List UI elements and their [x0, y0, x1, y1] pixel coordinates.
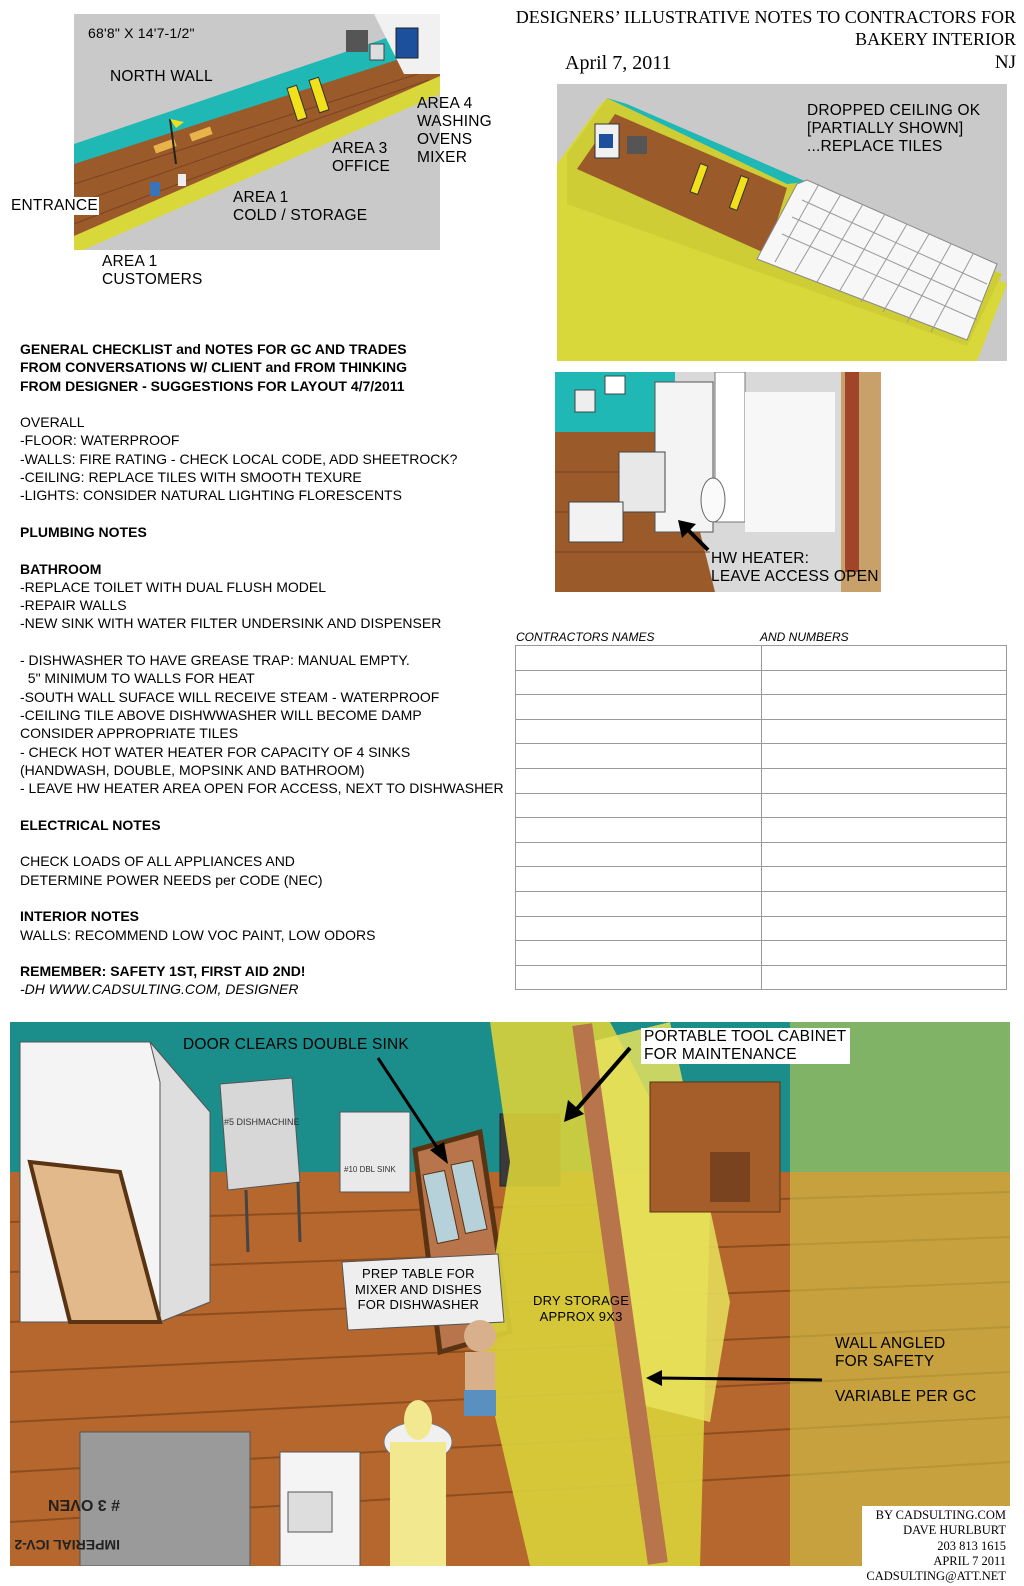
credits-block — [862, 1506, 1010, 1586]
area3-line1: AREA 3 — [332, 140, 388, 157]
title-line-1: DESIGNERS’ ILLUSTRATIVE NOTES TO CONTRACTORS FOR — [515, 7, 1016, 27]
notes-loads-1: CHECK LOADS OF ALL APPLIANCES AND — [20, 853, 295, 870]
contractor-number-cell[interactable] — [761, 768, 1007, 793]
contractor-number-cell[interactable] — [761, 744, 1007, 769]
notes-heading-3: FROM DESIGNER - SUGGESTIONS FOR LAYOUT 4/7/2011 — [20, 377, 405, 394]
general-notes — [20, 340, 504, 999]
notes-heater-2: (HANDWASH, DOUBLE, MOPSINK AND BATHROOM) — [20, 761, 365, 778]
contractor-number-cell[interactable] — [761, 719, 1007, 744]
contractor-name-cell[interactable] — [516, 670, 762, 695]
contractor-name-cell[interactable] — [516, 867, 762, 892]
notes-signature: -DH WWW.CADSULTING.COM, DESIGNER — [20, 981, 299, 998]
area4-line1: AREA 4 — [417, 95, 473, 112]
cabinet-line1: PORTABLE TOOL CABINET — [644, 1028, 847, 1045]
contractor-row — [516, 867, 1007, 892]
document-date: April 7, 2011 — [565, 52, 672, 74]
contractor-number-cell[interactable] — [761, 842, 1007, 867]
label-area1-storage — [233, 189, 367, 225]
contractor-number-cell[interactable] — [761, 916, 1007, 941]
contractor-name-cell[interactable] — [516, 719, 762, 744]
contractor-number-cell[interactable] — [761, 941, 1007, 966]
contractors-table — [515, 645, 1007, 990]
document-state: NJ — [994, 52, 1016, 73]
label-entrance: ENTRANCE — [11, 197, 98, 214]
area3-line2: OFFICE — [332, 158, 391, 175]
dry-line2: APPROX 9X3 — [539, 1308, 623, 1324]
contractor-row — [516, 793, 1007, 818]
prep-line2: MIXER AND DISHES — [355, 1281, 482, 1297]
notes-heading-1: GENERAL CHECKLIST and NOTES FOR GC AND TRADES — [20, 341, 407, 357]
label-area3 — [332, 140, 390, 176]
area1-storage-line2: COLD / STORAGE — [233, 207, 368, 224]
notes-interior: INTERIOR NOTES — [20, 908, 140, 925]
notes-tile-2: CONSIDER APPROPRIATE TILES — [20, 725, 239, 742]
credits-phone: 203 813 1615 — [937, 1538, 1006, 1553]
kitchen-arrows — [0, 1022, 1024, 1566]
label-prep-table — [355, 1266, 482, 1313]
contractor-row — [516, 670, 1007, 695]
label-hw-heater — [711, 550, 879, 586]
label-north-wall: NORTH WALL — [110, 68, 213, 85]
oven-label-1: # 3 OVEN — [47, 1496, 120, 1513]
notes-dish-2: 5" MINIMUM TO WALLS FOR HEAT — [20, 670, 255, 687]
customers-line2: CUSTOMERS — [102, 271, 203, 288]
ceiling-line3: ...REPLACE TILES — [807, 138, 943, 155]
area4-line3: OVENS — [417, 131, 473, 148]
wall-line1: WALL ANGLED — [835, 1335, 946, 1352]
ceiling-line1: DROPPED CEILING OK — [807, 102, 981, 119]
contractors-names-header: CONTRACTORS NAMES — [516, 630, 655, 644]
contractor-row — [516, 891, 1007, 916]
contractor-number-cell[interactable] — [761, 965, 1007, 990]
contractor-number-cell[interactable] — [761, 670, 1007, 695]
credits-company: BY CADSULTING.COM — [875, 1508, 1006, 1522]
contractors-numbers-header: AND NUMBERS — [760, 630, 849, 644]
contractor-name-cell[interactable] — [516, 646, 762, 671]
notes-sink: -NEW SINK WITH WATER FILTER UNDERSINK AND DISPENSER — [20, 615, 442, 632]
wall-line2: FOR SAFETY — [835, 1353, 935, 1370]
notes-heading-2: FROM CONVERSATIONS W/ CLIENT and FROM THINKING — [20, 359, 408, 376]
credits-email: CADSULTING@ATT.NET — [866, 1569, 1006, 1584]
contractor-name-cell[interactable] — [516, 695, 762, 720]
label-dry-storage — [533, 1293, 629, 1324]
notes-dish-1: - DISHWASHER TO HAVE GREASE TRAP: MANUAL EMPTY. — [20, 652, 410, 669]
area4-line4: MIXER — [417, 149, 468, 166]
notes-heater-3: - LEAVE HW HEATER AREA OPEN FOR ACCESS, NEXT TO DISHWASHER — [20, 780, 504, 797]
label-dropped-ceiling — [807, 102, 980, 156]
notes-electrical: ELECTRICAL NOTES — [20, 816, 161, 833]
notes-toilet: -REPLACE TOILET WITH DUAL FLUSH MODEL — [20, 578, 326, 595]
contractor-name-cell[interactable] — [516, 916, 762, 941]
contractor-row — [516, 695, 1007, 720]
label-area1-customers — [102, 253, 203, 289]
contractor-name-cell[interactable] — [516, 768, 762, 793]
contractor-number-cell[interactable] — [761, 695, 1007, 720]
notes-walls: -WALLS: FIRE RATING - CHECK LOCAL CODE, ADD SHEETROCK? — [20, 450, 458, 467]
credits-date: APRIL 7 2011 — [933, 1553, 1006, 1568]
contractor-name-cell[interactable] — [516, 793, 762, 818]
contractor-row — [516, 719, 1007, 744]
contractor-name-cell[interactable] — [516, 818, 762, 843]
cabinet-line2: FOR MAINTENANCE — [644, 1046, 797, 1063]
label-tool-cabinet — [641, 1028, 850, 1064]
contractor-row — [516, 646, 1007, 671]
contractor-number-cell[interactable] — [761, 891, 1007, 916]
cabinet-arrow — [576, 1048, 630, 1110]
notes-ceiling: -CEILING: REPLACE TILES WITH SMOOTH TEXURE — [20, 469, 362, 486]
contractor-row — [516, 768, 1007, 793]
notes-overall: OVERALL — [20, 414, 85, 431]
notes-tile-1: -CEILING TILE ABOVE DISHWWASHER WILL BECOME DAMP — [20, 706, 422, 723]
contractor-number-cell[interactable] — [761, 793, 1007, 818]
contractor-row — [516, 842, 1007, 867]
door-arrow — [378, 1058, 440, 1152]
notes-plumbing: PLUMBING NOTES — [20, 523, 147, 540]
notes-loads-2: DETERMINE POWER NEEDS per CODE (NEC) — [20, 871, 323, 888]
heater-line2: LEAVE ACCESS OPEN — [711, 568, 879, 585]
notes-lights: -LIGHTS: CONSIDER NATURAL LIGHTING FLORESCENTS — [20, 487, 402, 504]
contractor-row — [516, 818, 1007, 843]
label-area4 — [417, 95, 492, 167]
label-variable: VARIABLE PER GC — [835, 1388, 977, 1405]
notes-bathroom: BATHROOM — [20, 560, 102, 577]
title-line-2: BAKERY INTERIOR — [855, 29, 1016, 49]
notes-heater-1: - CHECK HOT WATER HEATER FOR CAPACITY OF 4 SINKS — [20, 743, 411, 760]
oven-label-2: IMPERIAL ICV-2 — [14, 1537, 120, 1553]
heater-arrow — [676, 518, 716, 554]
heater-line1: HW HEATER: — [711, 550, 810, 567]
notes-south: -SOUTH WALL SUFACE WILL RECEIVE STEAM - WATERPROOF — [20, 688, 440, 705]
plan-dimensions: 68'8" X 14'7-1/2" — [88, 25, 195, 41]
dishmachine-label: #5 DISHMACHINE — [224, 1117, 300, 1127]
contractor-name-cell[interactable] — [516, 965, 762, 990]
customers-line1: AREA 1 — [102, 253, 158, 270]
contractor-row — [516, 941, 1007, 966]
prep-line1: PREP TABLE FOR — [362, 1266, 475, 1281]
contractor-row — [516, 965, 1007, 990]
contractor-row — [516, 916, 1007, 941]
notes-paint: WALLS: RECOMMEND LOW VOC PAINT, LOW ODORS — [20, 926, 376, 943]
contractor-number-cell[interactable] — [761, 818, 1007, 843]
contractor-name-cell[interactable] — [516, 842, 762, 867]
label-wall-angled — [835, 1335, 945, 1371]
wall-arrow — [658, 1378, 822, 1380]
contractor-number-cell[interactable] — [761, 646, 1007, 671]
contractor-name-cell[interactable] — [516, 744, 762, 769]
prep-line3: FOR DISHWASHER — [357, 1297, 480, 1312]
notes-repair: -REPAIR WALLS — [20, 597, 127, 614]
contractor-name-cell[interactable] — [516, 891, 762, 916]
notes-remember: REMEMBER: SAFETY 1ST, FIRST AID 2ND! — [20, 963, 306, 980]
label-door-clears: DOOR CLEARS DOUBLE SINK — [183, 1036, 409, 1053]
area4-line2: WASHING — [417, 113, 492, 130]
credits-name: DAVE HURLBURT — [903, 1523, 1006, 1538]
dry-line1: DRY STORAGE — [533, 1293, 630, 1308]
contractor-row — [516, 744, 1007, 769]
sink-label: #10 DBL SINK — [344, 1165, 396, 1174]
contractor-name-cell[interactable] — [516, 941, 762, 966]
ceiling-line2: [PARTIALLY SHOWN] — [807, 120, 964, 137]
area1-storage-line1: AREA 1 — [233, 189, 289, 206]
document-title — [516, 6, 1016, 50]
notes-floor: -FLOOR: WATERPROOF — [20, 432, 180, 449]
contractor-number-cell[interactable] — [761, 867, 1007, 892]
